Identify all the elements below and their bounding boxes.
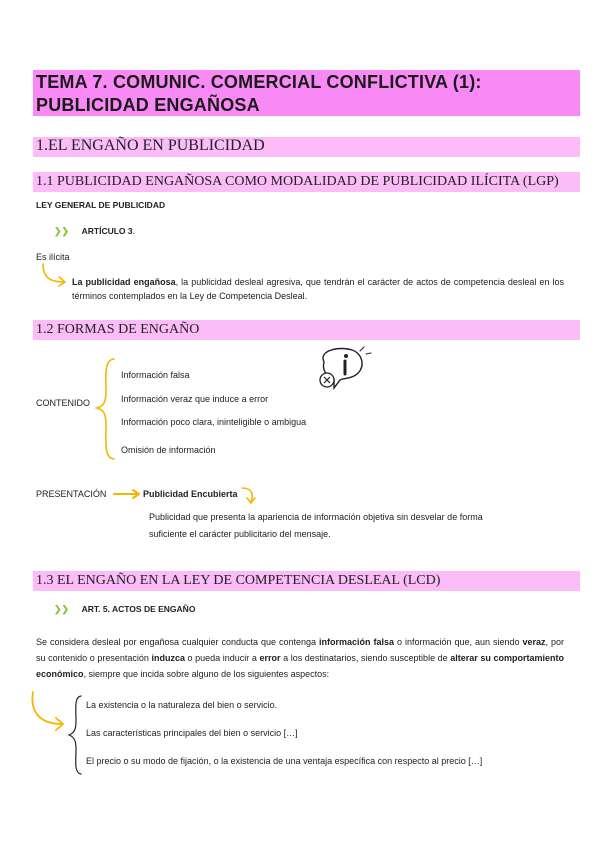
aspect-item-1: La existencia o la naturaleza del bien o servicio.: [86, 700, 278, 710]
title-line-1: TEMA 7. COMUNIC. COMERCIAL CONFLICTIVA (1):: [36, 72, 482, 92]
law-label: LEY GENERAL DE PUBLICIDAD: [36, 200, 166, 210]
curly-brace-icon: [66, 693, 84, 777]
art5-paragraph: [36, 634, 564, 682]
section12-heading: 1.2 FORMAS DE ENGAÑO: [36, 322, 200, 337]
para-bold-segment: veraz: [522, 637, 546, 647]
article3-quote: [72, 275, 564, 303]
para-bold-segment: alterar su comportamiento económico: [36, 653, 564, 679]
curly-brace-icon: [94, 356, 118, 462]
para-bold-segment: error: [259, 653, 281, 663]
aspect-item-2: Las características principales del bien o servicio […]: [86, 728, 298, 738]
title-line-2: PUBLICIDAD ENGAÑOSA: [36, 95, 260, 115]
para-segment: a los destinatarios, siendo susceptible de: [280, 653, 451, 663]
para-segment: o pueda inducir a: [184, 653, 260, 663]
article3-line: [54, 226, 135, 237]
contenido-item-4: Omisión de información: [121, 445, 216, 455]
quote-rest: , la publicidad desleal agresiva, que tendrán el carácter de actos de competencia desleal en los términos contemplados en la Ley de Competencia Desleal.: [72, 277, 564, 301]
section1-heading: 1.EL ENGAÑO EN PUBLICIDAD: [36, 137, 265, 154]
section11-heading: 1.1 PUBLICIDAD ENGAÑOSA COMO MODALIDAD DE PUBLICIDAD ILÍCITA (LGP): [36, 174, 559, 189]
para-bold-segment: información falsa: [319, 637, 395, 647]
para-segment: Se considera desleal por engañosa cualquier conducta que contenga: [36, 637, 320, 647]
es-ilicita-label: Es ilícita: [36, 252, 70, 262]
quote-bold: La publicidad engañosa: [72, 277, 176, 287]
art5-line: [54, 604, 195, 615]
curved-arrow-icon: [40, 262, 70, 288]
contenido-item-3: Información poco clara, ininteligible o ambigua: [121, 417, 307, 427]
section13-heading: 1.3 EL ENGAÑO EN LA LEY DE COMPETENCIA DESLEAL (LCD): [36, 573, 441, 588]
presentacion-desc-1: Publicidad que presenta la apariencia de información objetiva sin desvelar de forma: [149, 512, 483, 522]
para-segment: o información que, aun siendo: [394, 637, 523, 647]
chevron-right-icon: ❯❯: [54, 604, 70, 614]
para-bold-segment: induzca: [151, 653, 185, 663]
para-segment: , por su contenido o presentación: [36, 637, 564, 663]
art5-label: ART. 5. ACTOS DE ENGAÑO: [81, 604, 196, 614]
contenido-label: CONTENIDO: [36, 398, 90, 408]
right-arrow-icon: [112, 488, 142, 500]
aspect-item-3: El precio o su modo de fijación, o la existencia de una ventaja específica con respecto al precio […]: [86, 756, 483, 766]
presentacion-desc-2: suficiente el carácter publicitario del mensaje.: [149, 529, 331, 539]
presentacion-item: Publicidad Encubierta: [143, 489, 238, 499]
contenido-item-1: Información falsa: [121, 370, 190, 380]
page-title: [36, 71, 576, 117]
article3-label: ARTÍCULO 3: [81, 226, 133, 236]
contenido-item-2: Información veraz que induce a error: [121, 394, 269, 404]
article3-suffix: .: [132, 226, 135, 236]
chevron-right-icon: ❯❯: [54, 226, 70, 236]
curved-arrow-icon: [238, 484, 260, 506]
para-segment: , siempre que incida sobre alguno de los siguientes aspectos:: [83, 669, 330, 679]
info-speech-bubble-icon: [310, 344, 376, 394]
presentacion-label: PRESENTACIÓN: [36, 489, 107, 499]
